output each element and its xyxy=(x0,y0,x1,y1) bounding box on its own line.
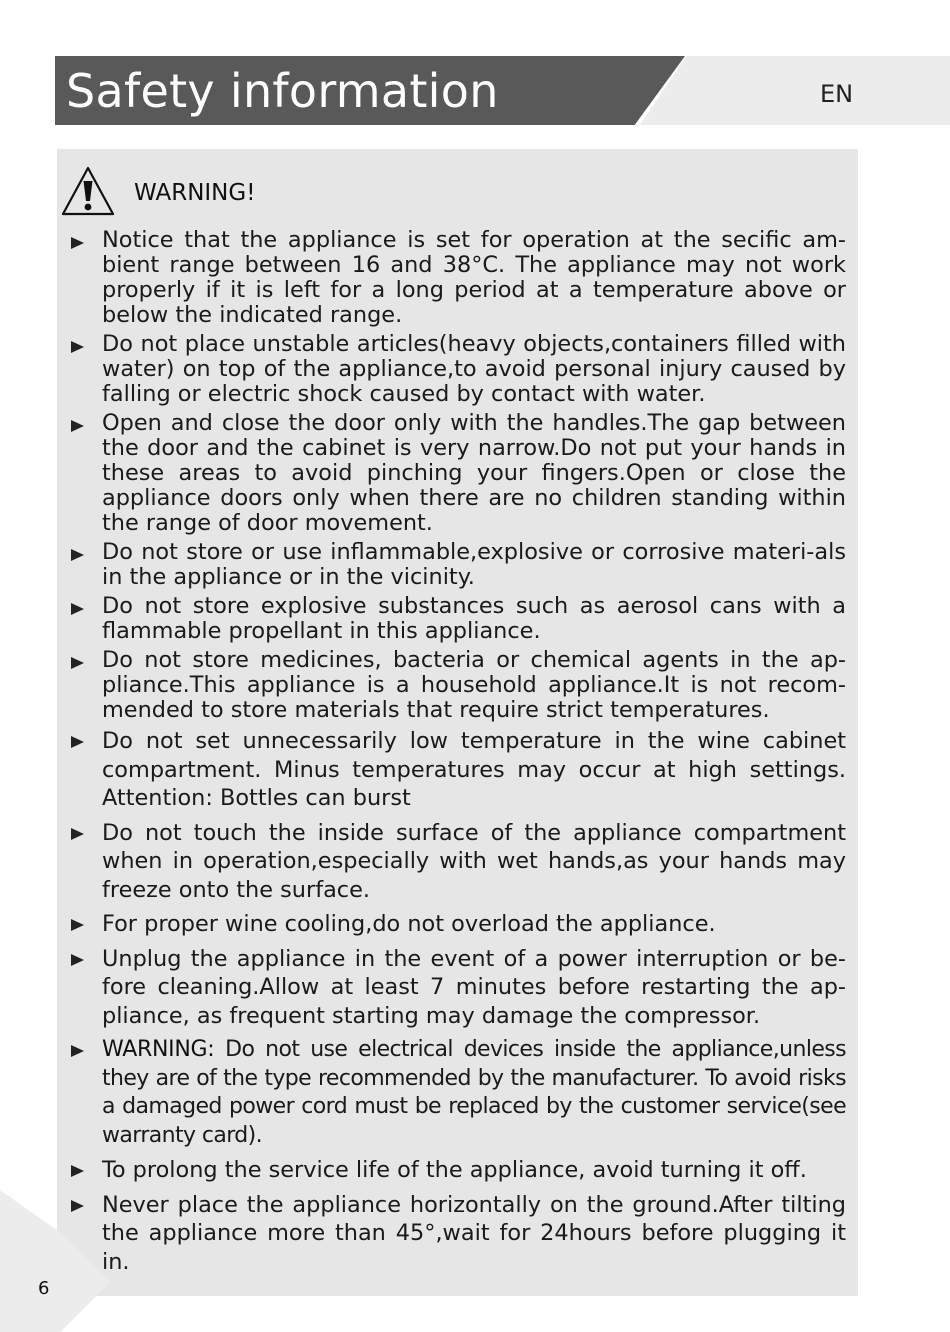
list-item xyxy=(68,540,846,590)
language-label: EN xyxy=(820,80,854,108)
bullet-arrow-icon xyxy=(71,1200,84,1212)
bullet-arrow-icon xyxy=(71,341,84,353)
bullet-arrow-icon xyxy=(71,1045,84,1057)
bullet-arrow-icon xyxy=(71,657,84,669)
list-item xyxy=(68,648,846,723)
warning-triangle-icon xyxy=(60,165,116,217)
bullet-arrow-icon xyxy=(71,919,84,931)
item-text: Do not place unstable articles(heavy objects,containers filled with water) on top of the appliance,to avoid personal injury caused by falling or electric shock caused by contact with water. xyxy=(102,331,846,407)
item-text: To prolong the service life of the appliance, avoid turning it off. xyxy=(102,1157,807,1183)
item-text: Do not store medicines, bacteria or chemical agents in the ap-pliance.This appliance is a household appliance.It is not recom-mended to store materials that require strict temperatures. xyxy=(102,647,846,723)
item-text: Notice that the appliance is set for operation at the secific am-bient range between 16 and 38°C. The appliance may not work properly if it is left for a long period at a temperature above or below the indicated range. xyxy=(102,227,846,328)
bullet-arrow-icon xyxy=(71,828,84,840)
bullet-arrow-icon xyxy=(71,954,84,966)
bullet-arrow-icon xyxy=(71,603,84,615)
item-text: Do not store explosive substances such as aerosol cans with a flammable propellant in this appliance. xyxy=(102,593,846,644)
list-item xyxy=(68,228,846,328)
list-item xyxy=(68,1191,846,1277)
list-item xyxy=(68,1036,846,1150)
bullet-arrow-icon xyxy=(71,420,84,432)
header-tab xyxy=(640,56,950,125)
bullet-arrow-icon xyxy=(71,237,84,249)
list-item xyxy=(68,411,846,536)
list-item xyxy=(68,594,846,644)
bullet-arrow-icon xyxy=(71,1165,84,1177)
warning-header xyxy=(60,165,255,217)
item-text: Do not set unnecessarily low temperature in the wine cabinet compartment. Minus temperatures may occur at high settings. Attention: Bottles can burst xyxy=(102,728,846,811)
item-text: Open and close the door only with the handles.The gap between the door and the cabinet is very narrow.Do not put your hands in these areas to avoid pinching your fingers.Open or close the appliance doors only when there are no children standing within the range of door movement. xyxy=(102,410,846,536)
item-text: Never place the appliance horizontally on the ground.After tilting the appliance more than 45°,wait for 24hours before plugging it in. xyxy=(102,1191,846,1275)
item-text: For proper wine cooling,do not overload the appliance. xyxy=(102,911,716,937)
warning-heading: WARNING! xyxy=(134,180,256,206)
item-text: Unplug the appliance in the event of a power interruption or be-fore cleaning.Allow at least 7 minutes before restarting the ap-pliance, as frequent starting may damage the compressor. xyxy=(102,945,846,1029)
bullet-arrow-icon xyxy=(71,736,84,748)
list-item xyxy=(68,1156,846,1185)
bullet-arrow-icon xyxy=(71,549,84,561)
warning-label: WARNING: xyxy=(102,1037,215,1062)
list-item xyxy=(68,727,846,813)
item-text: Do not store or use inflammable,explosive or corrosive materi-als in the appliance or in the vicinity. xyxy=(102,539,846,590)
page-title: Safety information xyxy=(66,64,499,118)
page-number: 6 xyxy=(38,1278,50,1299)
item-text: Do not touch the inside surface of the appliance compartment when in operation,especially with wet hands,as your hands may freeze onto the surface. xyxy=(102,819,846,903)
list-item xyxy=(68,819,846,905)
item-text: Do not use electrical devices inside the appliance,unless they are of the type recommended by the manufacturer. To avoid risks a damaged power cord must be replaced by the customer service(see warranty card). xyxy=(102,1037,846,1148)
list-item xyxy=(68,910,846,939)
list-item xyxy=(68,945,846,1031)
list-item xyxy=(68,332,846,407)
safety-list xyxy=(68,228,846,1282)
